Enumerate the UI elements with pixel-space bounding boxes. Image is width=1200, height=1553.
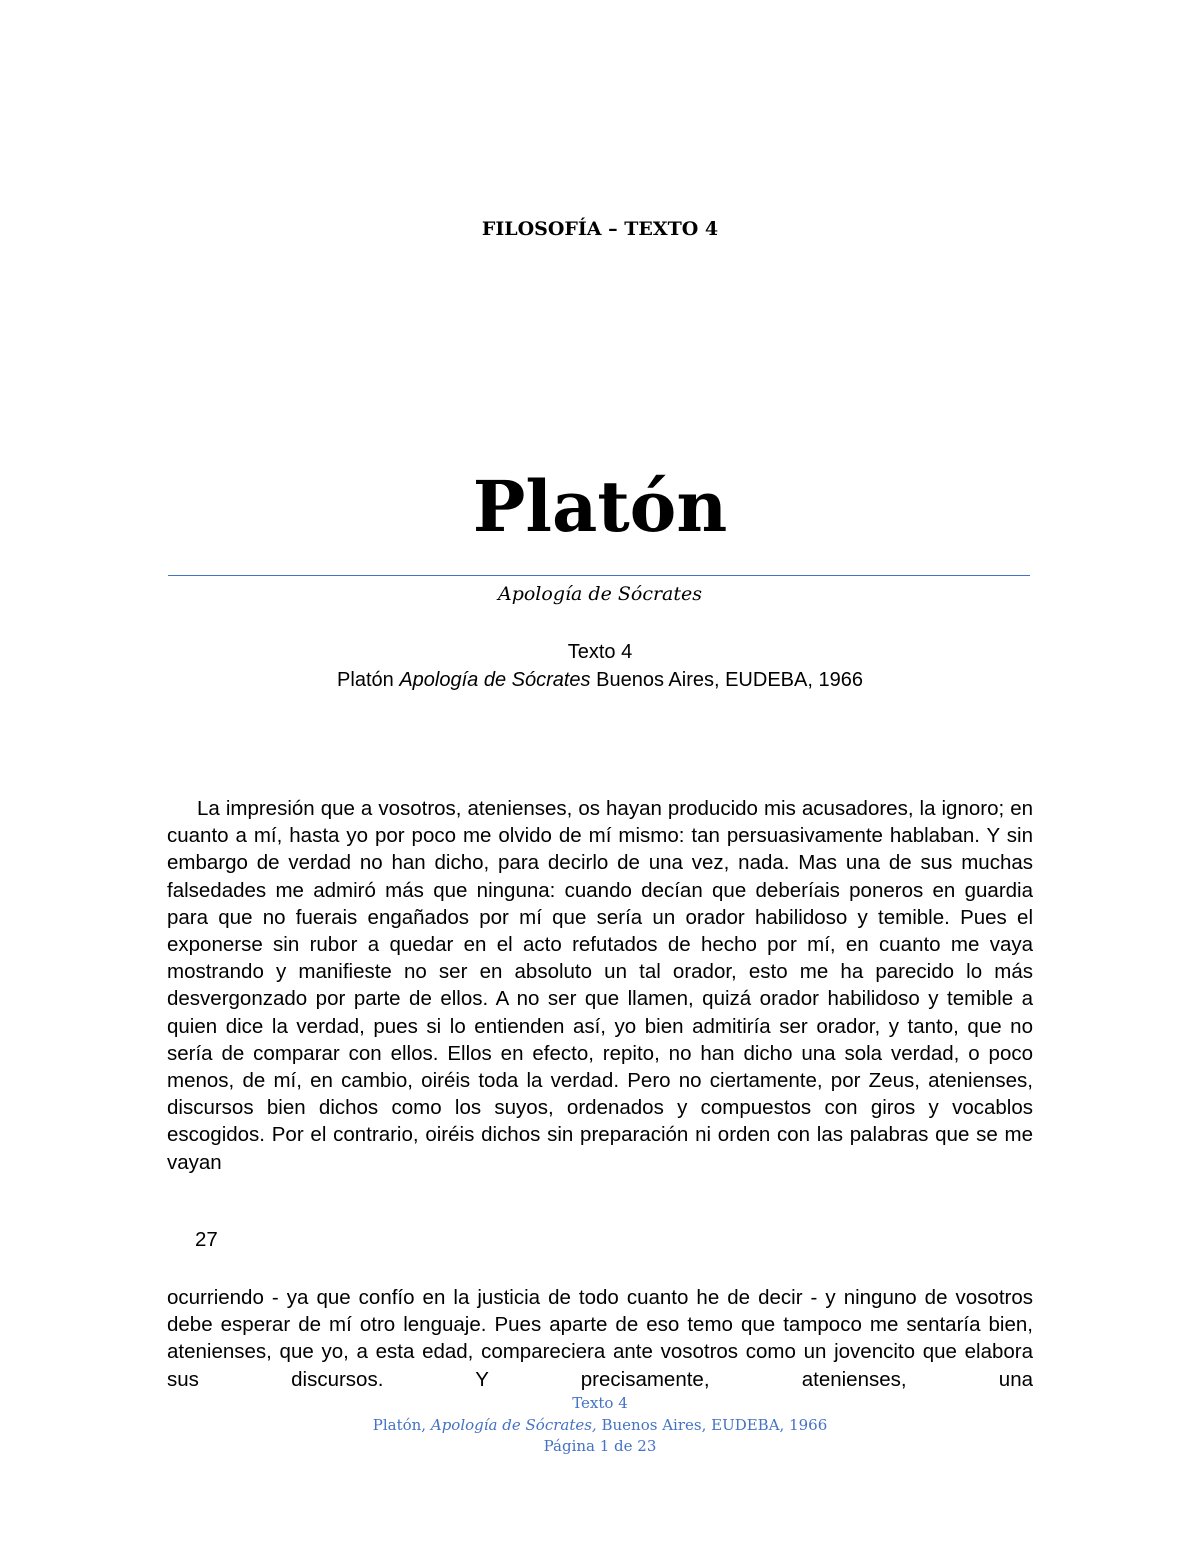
source-text-label: Texto 4 [567,641,633,663]
page-footer [0,1393,1200,1458]
body-paragraph-2: ocurriendo - ya que confío en la justicia de todo cuanto he de decir - y ninguno de vosotros debe esperar de mí otro lenguaje. Pues aparte de eso temo que tampoco me sentaría bien, atenienses, que yo, a esta edad, compareciera ante vosotros como un jovencito que elabora sus discursos. Y precisamente, atenienses, una [167,1286,1033,1391]
document-header-label: FILOSOFÍA – TEXTO 4 [481,218,719,240]
work-title: Apología de Sócrates [497,583,703,605]
footer-page-info: Página 1 de 23 [543,1437,657,1455]
source-author: Platón [337,669,394,691]
footer-author: Platón, [372,1415,427,1434]
source-citation [0,638,1200,694]
source-work: Apología de Sócrates [399,669,591,691]
source-reference [0,666,1200,694]
footer-text-label: Texto 4 [572,1394,628,1412]
title-divider-line [168,575,1030,576]
footer-reference [0,1415,1200,1437]
author-title: Platón [472,465,728,548]
margin-page-number: 27 [195,1228,218,1251]
footer-work: Apología de Sócrates, [430,1415,597,1434]
source-publication: Buenos Aires, EUDEBA, 1966 [596,669,863,691]
footer-publication: Buenos Aires, EUDEBA, 1966 [601,1415,828,1434]
body-paragraph-1: La impresión que a vosotros, atenienses, os hayan producido mis acusadores, la ignoro; en cuanto a mí, hasta yo por poco me olvido de mí mismo: tan persuasivamente hablaban. Y sin embargo de verdad no han dicho, para decirlo de una vez, nada. Mas una de sus muchas falsedades me admiró más que ninguna: cuando decían que deberíais poneros en guardia para que no fuerais engañados por mí que sería un orador habilidoso y temible. Pues el exponerse sin rubor a quedar en el acto refutados de hecho por mí, en cuanto me vaya mostrando y manifieste no ser en absoluto un tal orador, esto me ha parecido lo más desvergonzado por parte de ellos. A no ser que llamen, quizá orador habilidoso y temible a quien dice la verdad, pues si lo entienden así, yo bien admitiría ser orador, y tanto, que no sería de comparar con ellos. Ellos en efecto, repito, no han dicho una sola verdad, o poco menos, de mí, en cambio, oiréis toda la verdad. Pero no ciertamente, por Zeus, atenienses, discursos bien dichos como los suyos, ordenados y compuestos con giros y vocablos escogidos. Por el contrario, oiréis dichos sin preparación ni orden con las palabras que se me vayan [167,797,1033,1174]
